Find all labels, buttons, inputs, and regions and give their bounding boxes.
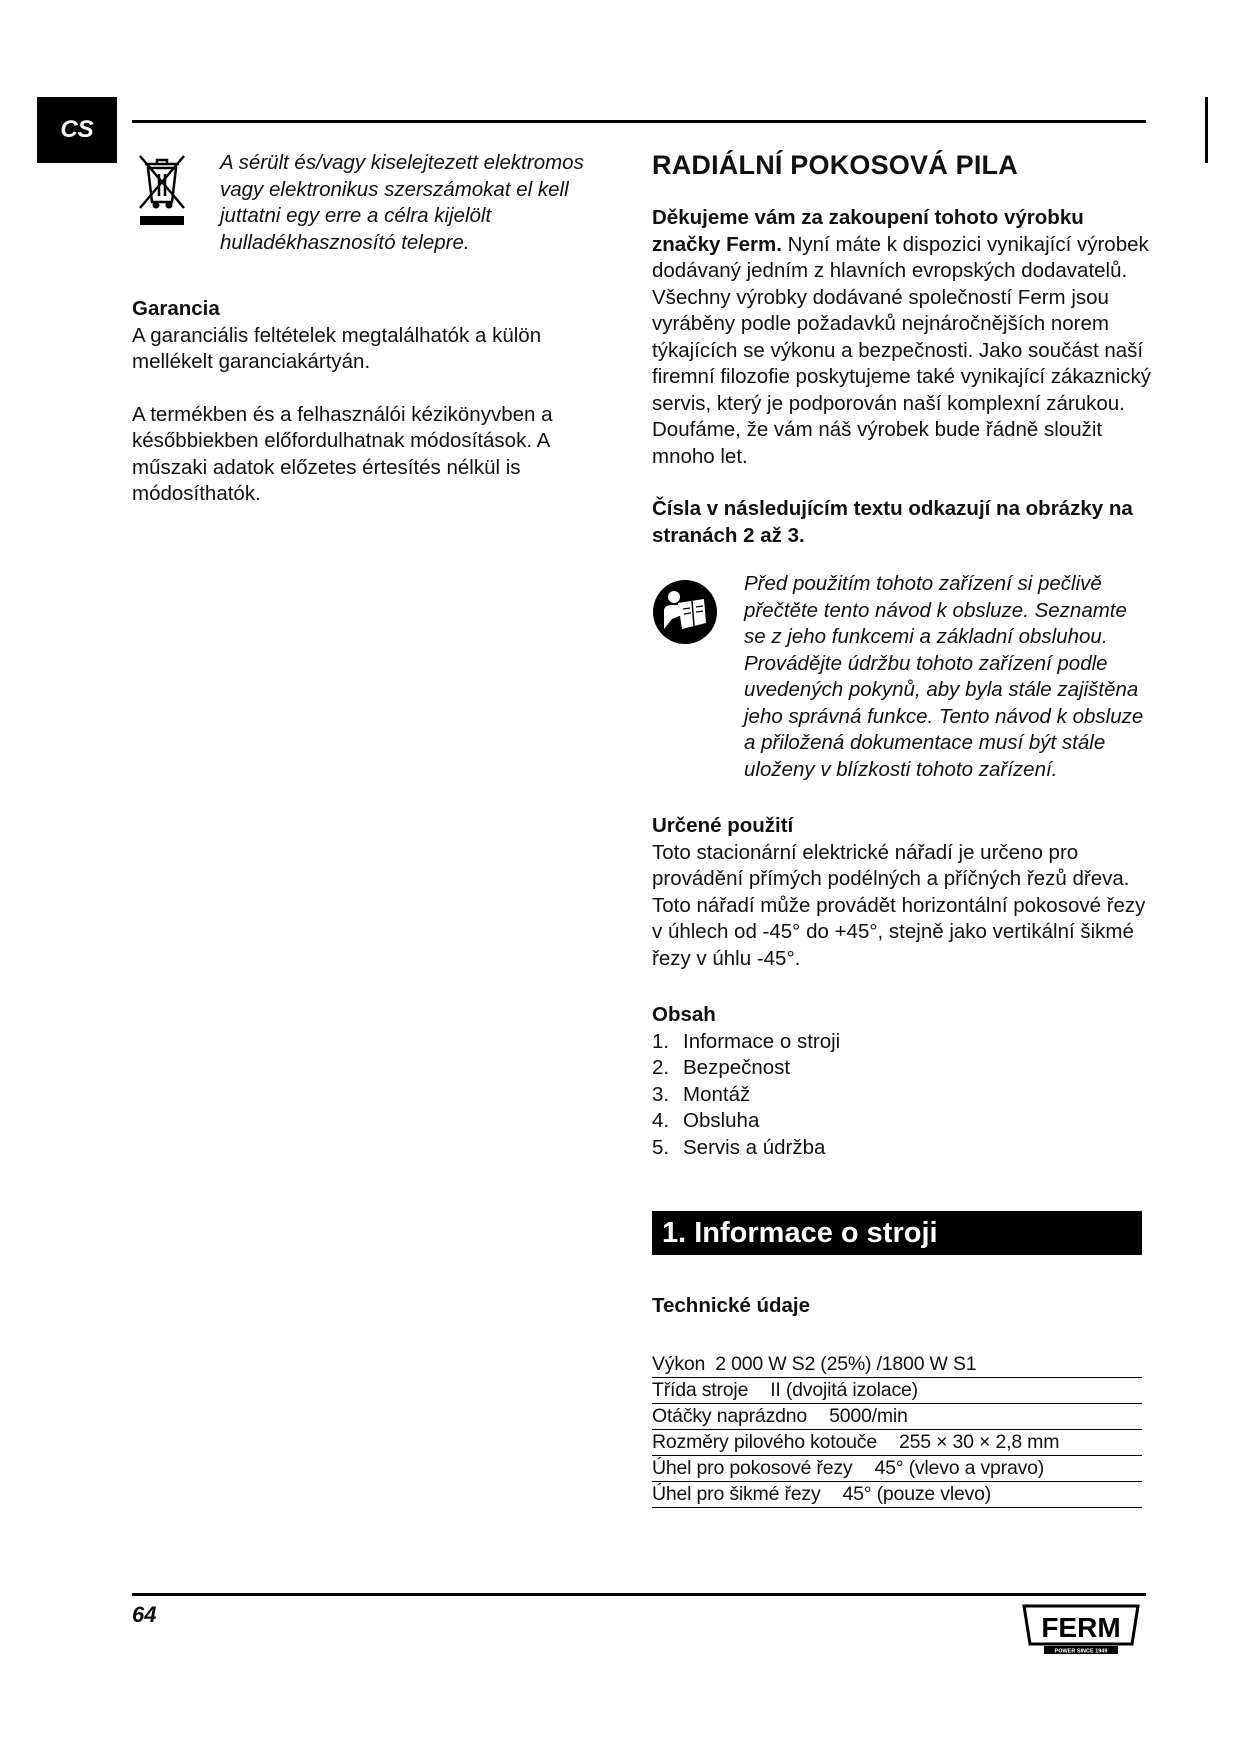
list-item: 3. Montáž bbox=[652, 1082, 751, 1106]
crossed-bin-icon bbox=[132, 150, 192, 228]
intended-use-text: Toto stacionární elektrické nářadí je určeno pro provádění přímých podélných a příčných řezů dřeva. Toto nářadí může provádět horizontální pokosové řezy v úhlech od -45° do +45°, stejně jako vertikální šikmé řezy v úhlu -45°. bbox=[652, 840, 1146, 970]
intro-paragraph bbox=[652, 205, 1152, 470]
contents-title: Obsah bbox=[652, 1003, 716, 1026]
tech-data-title: Technické údaje bbox=[652, 1294, 810, 1317]
page-number: 64 bbox=[132, 1602, 157, 1627]
spec-table bbox=[652, 1352, 1142, 1508]
table-row: Třída stroje II (dvojitá izolace) bbox=[652, 1378, 1142, 1404]
logo-tagline: POWER SINCE 1949 bbox=[1054, 1648, 1108, 1655]
edge-marker bbox=[1205, 97, 1208, 163]
read-manual-text: Před použitím tohoto zařízení si pečlivě přečtěte tento návod k obsluze. Seznamte se z jeho funkcemi a základní obsluhou. Provádějte údržbu tohoto zařízení podle uvedených pokynů, aby byla stále zajištěna jeho správná funkce. Tento návod k obsluze a přiložená dokumentace musí být stále uloženy v blízkosti tohoto zařízení. bbox=[744, 572, 1144, 781]
left-column bbox=[132, 150, 622, 508]
table-row: Rozměry pilového kotouče 255 × 30 × 2,8 mm bbox=[652, 1430, 1142, 1456]
contents-list bbox=[652, 1029, 1152, 1162]
ferm-logo bbox=[1020, 1600, 1142, 1656]
list-item: 1. Informace o stroji bbox=[652, 1029, 841, 1053]
figures-note: Čísla v následujícím textu odkazují na obrázky na stranách 2 až 3. bbox=[652, 497, 1133, 547]
language-tab bbox=[37, 97, 117, 163]
intended-use-title: Určené použití bbox=[652, 814, 794, 837]
right-column bbox=[652, 150, 1152, 1508]
weee-text: A sérült és/vagy kiselejtezett elektromos vagy elektronikus szerszámokat el kell juttatni egy erre a célra kijelölt hulladékhasznosító telepre. bbox=[220, 151, 584, 254]
intro-bold: Děkujeme vám za zakoupení tohoto výrobku značky Ferm. bbox=[652, 206, 1084, 256]
section-heading-1: 1. Informace o stroji bbox=[652, 1211, 1142, 1255]
weee-notice bbox=[132, 150, 622, 256]
language-label: CS bbox=[60, 116, 94, 143]
table-row: Úhel pro šikmé řezy 45° (pouze vlevo) bbox=[652, 1482, 1142, 1508]
changes-notice: A termékben és a felhasználói kézikönyvben a későbbiekben előfordulhatnak módosítások. A műszaki adatok előzetes értesítés nélkül is módosíthatók. bbox=[132, 402, 553, 505]
bottom-rule bbox=[132, 1593, 1146, 1596]
list-item: 4. Obsluha bbox=[652, 1109, 760, 1132]
table-row: Otáčky naprázdno 5000/min bbox=[652, 1404, 1142, 1430]
intro-text: Nyní máte k dispozici vynikající výrobek dodávaný jedním z hlavních evropských dodavatelů. Všechny výrobky dodávané společností Ferm jsou vyráběny podle požadavků nejnáročnějších norem týkajících se výkonu a bezpečnosti. Jako součást naší firemní filozofie poskytujeme také vynikající zákaznický servis, který je podporován naší komplexní zárukou. Doufáme, že vám náš výrobek bude řádně sloužit mnoho let. bbox=[652, 232, 1152, 468]
table-row: Úhel pro pokosové řezy 45° (vlevo a vpravo) bbox=[652, 1456, 1142, 1482]
table-row: Výkon 2 000 W S2 (25%) /1800 W S1 bbox=[652, 1352, 1142, 1378]
warranty-text: A garanciális feltételek megtalálhatók a külön mellékelt garanciakártyán. bbox=[132, 323, 542, 373]
list-item: 5. Servis a údržba bbox=[652, 1135, 826, 1159]
warranty-title: Garancia bbox=[132, 297, 220, 320]
read-manual-icon bbox=[652, 579, 718, 645]
read-manual-notice bbox=[652, 571, 1152, 783]
page-title: RADIÁLNÍ POKOSOVÁ PILA bbox=[652, 150, 1018, 180]
top-rule bbox=[132, 120, 1146, 123]
list-item: 2. Bezpečnost bbox=[652, 1056, 791, 1079]
logo-wordmark: FERM bbox=[1041, 1612, 1121, 1643]
